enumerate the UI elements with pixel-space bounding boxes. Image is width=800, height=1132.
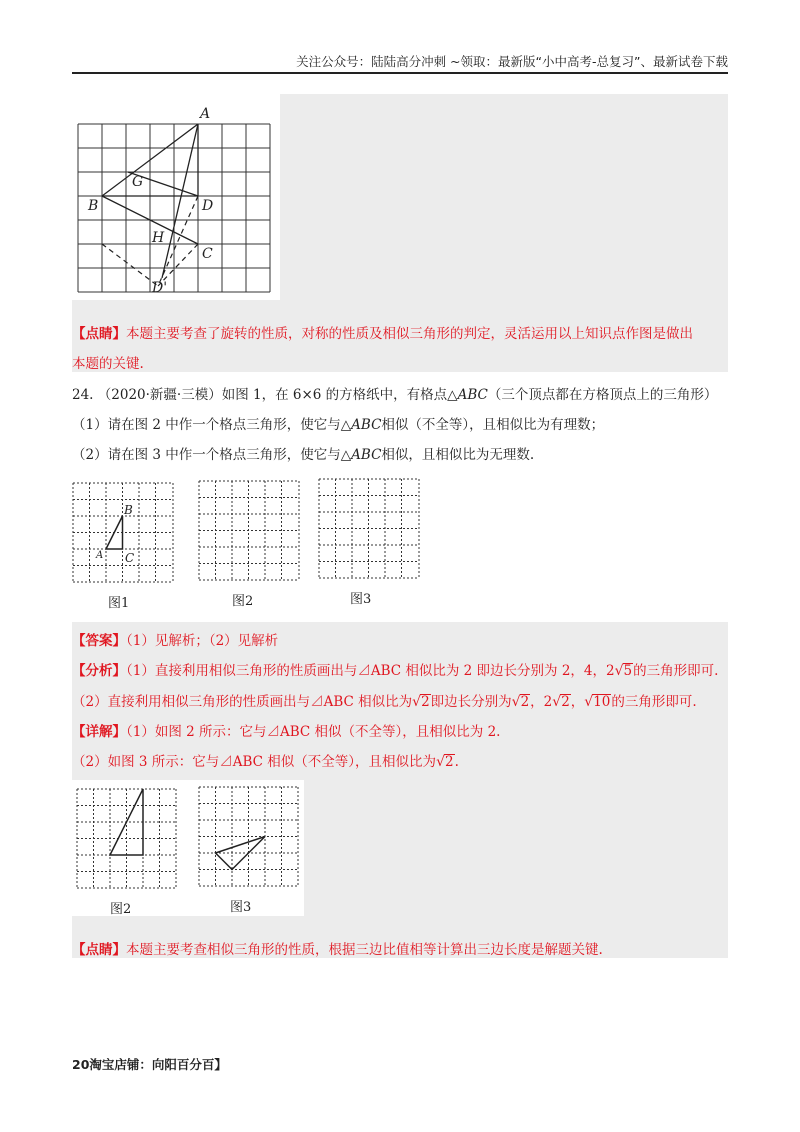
label-C: C [202,246,213,262]
q24-stem [72,383,717,403]
label-Dprime: D' [152,280,168,296]
analysis-2-c: ，2 [530,694,553,710]
fig1-label-A: A [96,550,104,561]
detail-1-text: （1）如图 2 所示：它与⊿ABC 相似（不全等），且相似比为 2. [126,724,501,740]
sqrt-icon: √ [436,754,445,770]
analysis-1-radicand: 5 [623,663,633,679]
answer-tag: 【答案】 [72,633,126,649]
q24-stem-b: （三个顶点都在方格顶点上的三角形） [487,387,718,403]
tip2-line [72,938,603,958]
analysis-2-radicand-4: 10 [593,694,611,710]
solution-figure-2 [76,788,178,890]
sqrt-icon: √ [552,694,562,710]
q24-number: 24. [72,387,94,403]
q24-part2-b: 相似，且相似比为无理数. [381,447,535,463]
analysis-2-radicand-2: 2 [520,694,530,710]
analysis-2-e: 的三角形即可. [611,694,697,710]
q24-part1-b: 相似（不全等），且相似比为有理数； [381,417,605,433]
sqrt-icon: √ [412,694,422,710]
analysis-tag: 【分析】 [72,663,126,679]
label-G: G [132,174,144,190]
q24-figure-3 [318,478,422,582]
figure-grid [78,124,270,292]
analysis-2-radicand-3: 2 [561,694,570,710]
detail-2-b: . [454,754,459,770]
analysis-2-a: （2）直接利用相似三角形的性质画出与⊿ABC 相似比为 [72,694,413,710]
fig1-label-C: C [125,551,135,565]
detail-2-radicand: 2 [444,754,454,770]
answer-text: （1）见解析；（2）见解析 [126,633,279,649]
header-rule [72,72,728,74]
triangle-ABC [106,516,123,549]
rotation-figure [72,100,282,300]
q24-figure-2 [198,480,302,584]
analysis-line-2 [72,690,697,710]
q24-part1-a: （1）请在图 2 中作一个格点三角形，使它与△ [72,417,352,433]
sqrt-icon: √ [614,663,624,679]
analysis-line-1 [72,659,718,679]
fig3-caption: 图3 [350,592,372,607]
label-A: A [200,106,211,122]
sqrt-icon: √ [511,694,521,710]
label-H: H [152,230,165,246]
analysis-1-b: 的三角形即可. [633,663,719,679]
label-B: B [88,198,99,214]
analysis-2-d: ， [570,694,585,710]
tip-text-1: 本题主要考查了旋转的性质，对称的性质及相似三角形的判定，灵活运用以上知识点作图是做出 [126,326,693,342]
q24-stem-abc: ABC [457,387,488,403]
detail-line-1 [72,720,500,740]
q24-part2-abc: ABC [351,447,382,463]
q24-part1-abc: ABC [351,417,382,433]
analysis-1-a: （1）直接利用相似三角形的性质画出与⊿ABC 相似比为 2 即边长分别为 2，4，2 [126,663,615,679]
q24-stem-a: 如图 1，在 6×6 的方格纸中，有格点△ [221,387,458,403]
fig1-label-B: B [124,503,133,517]
fig1-caption: 图1 [108,596,130,611]
tip2-text: 本题主要考查相似三角形的性质，根据三边比值相等计算出三边长度是解题关键. [126,942,603,958]
q24-part1 [72,413,604,433]
solution-figure-3 [198,786,300,888]
detail-2-a: （2）如图 3 所示：它与⊿ABC 相似（不全等），且相似比为 [72,754,437,770]
q24-part2-a: （2）请在图 3 中作一个格点三角形，使它与△ [72,447,352,463]
tip-tag: 【点睛】 [72,326,126,342]
analysis-2-b: 即边长分别为 [430,694,512,710]
solution-fig2-caption: 图2 [110,902,132,917]
label-D: D [202,198,214,214]
sqrt-icon: √ [584,694,594,710]
answer-line [72,629,278,649]
tip-line-1 [72,322,693,342]
page-footer: 20淘宝店铺：向阳百分百】 [72,1057,227,1072]
page-header: 关注公众号：陆陆高分冲刺 ~领取：最新版“小中高考-总复习”、最新试卷下载 [296,54,728,69]
q24-figure-1 [72,482,176,586]
tip2-tag: 【点睛】 [72,942,126,958]
q24-source: （2020·新疆·三模） [97,387,222,403]
fig2-caption: 图2 [232,594,254,609]
tip-line-2: 本题的关键. [72,356,144,372]
solution-fig3-caption: 图3 [230,900,252,915]
q24-part2 [72,443,534,463]
detail-line-2 [72,750,459,770]
analysis-2-radicand-1: 2 [421,694,430,710]
detail-tag: 【详解】 [72,724,126,740]
